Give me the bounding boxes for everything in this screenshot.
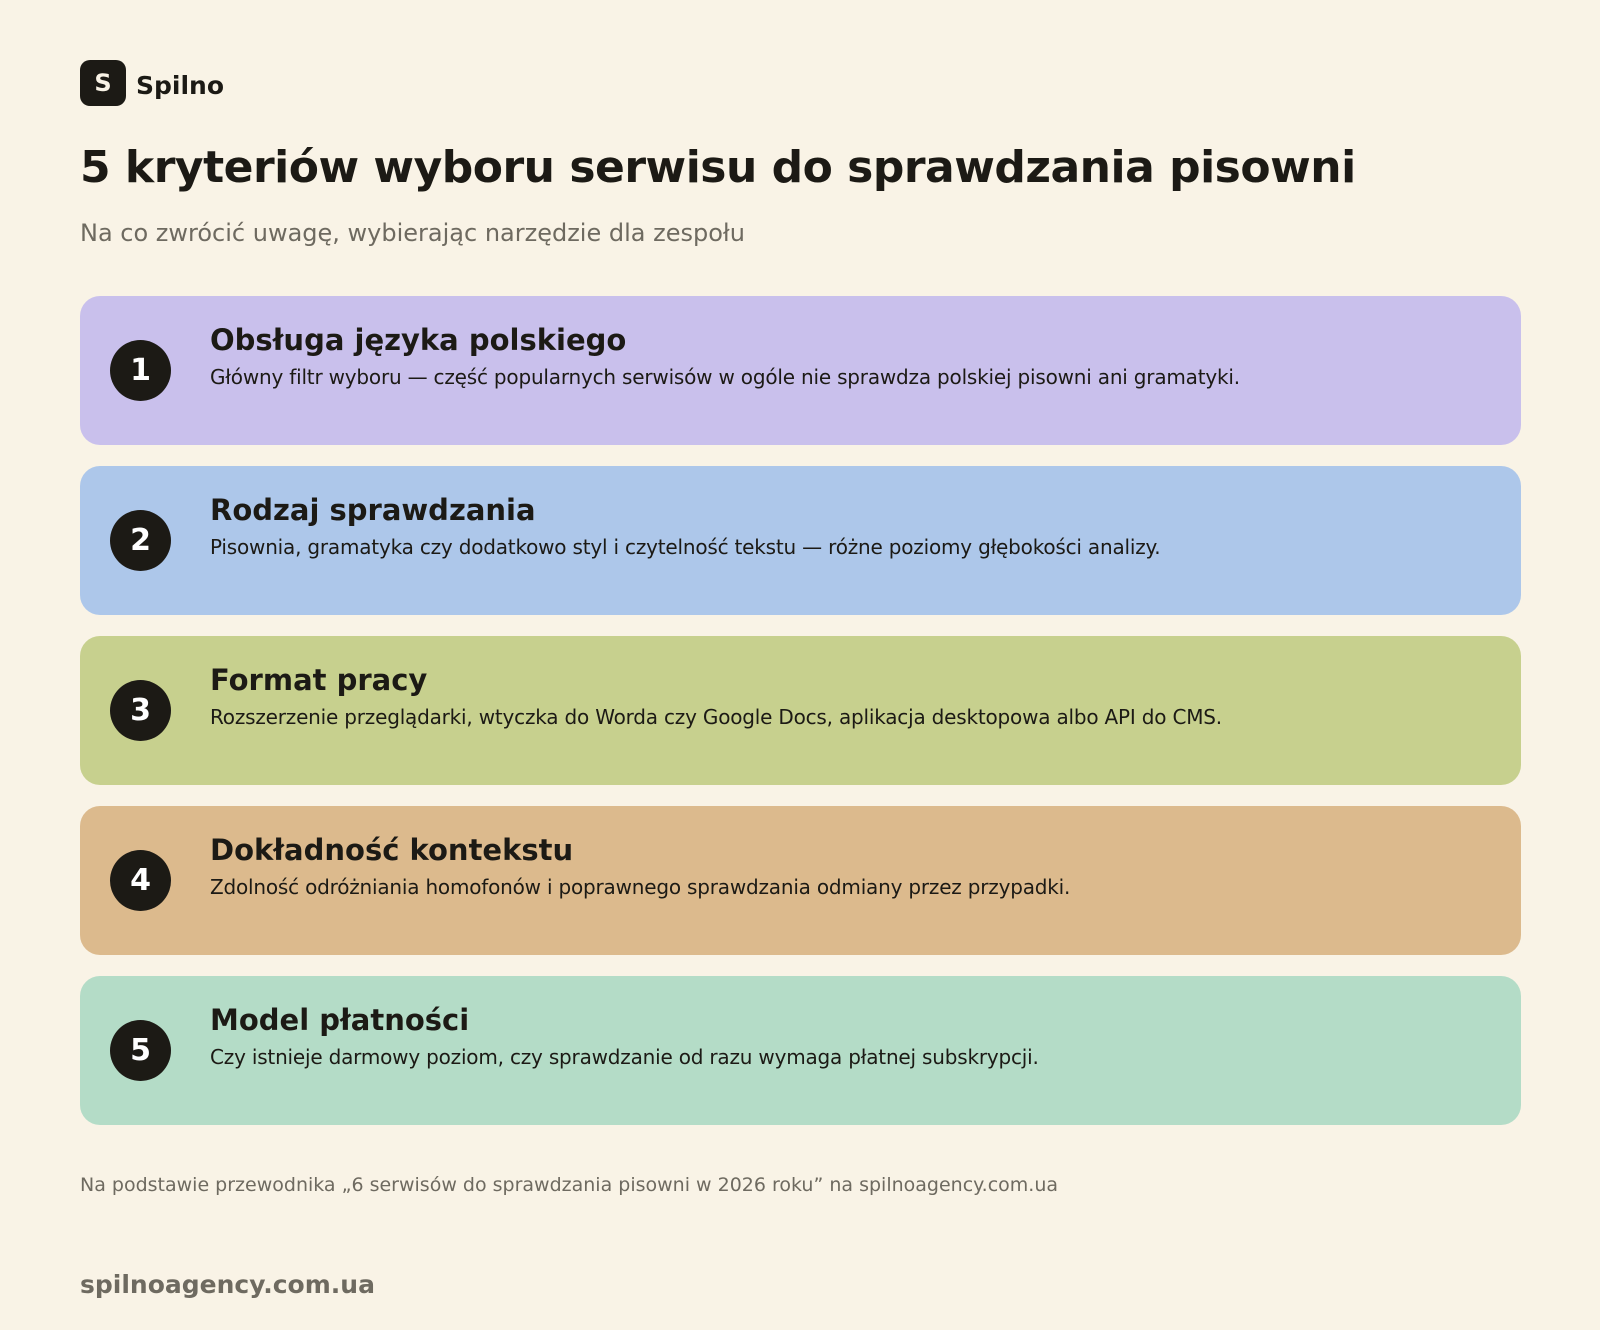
brand-name: Spilno [136, 70, 225, 100]
criterion-description: Zdolność odróżniania homofonów i poprawnego sprawdzania odmiany przez przypadki. [210, 875, 1071, 899]
criterion-number: 3 [110, 680, 171, 741]
criterion-number: 4 [110, 850, 171, 911]
logo-icon: S [80, 60, 126, 106]
criterion-title: Obsługa języka polskiego [210, 323, 627, 357]
criterion-title: Model płatności [210, 1003, 470, 1037]
criterion-number: 5 [110, 1020, 171, 1081]
criterion-title: Format pracy [210, 663, 428, 697]
criterion-card-1 [80, 296, 1521, 445]
criterion-description: Rozszerzenie przeglądarki, wtyczka do Worda czy Google Docs, aplikacja desktopowa albo API do CMS. [210, 705, 1222, 729]
criterion-card-5 [80, 976, 1521, 1125]
criterion-number: 1 [110, 340, 171, 401]
page-subtitle: Na co zwrócić uwagę, wybierając narzędzie dla zespołu [80, 219, 745, 247]
criterion-card-3 [80, 636, 1521, 785]
criterion-card-2 [80, 466, 1521, 615]
source-note: Na podstawie przewodnika „6 serwisów do sprawdzania pisowni w 2026 roku” na spilnoagency.com.ua [80, 1174, 1059, 1196]
criterion-card-4 [80, 806, 1521, 955]
footer-url[interactable]: spilnoagency.com.ua [80, 1270, 375, 1299]
criterion-title: Rodzaj sprawdzania [210, 493, 536, 527]
criterion-description: Pisownia, gramatyka czy dodatkowo styl i czytelność tekstu — różne poziomy głębokości analizy. [210, 535, 1161, 559]
criterion-description: Czy istnieje darmowy poziom, czy sprawdzanie od razu wymaga płatnej subskrypcji. [210, 1045, 1039, 1069]
criterion-title: Dokładność kontekstu [210, 833, 574, 867]
page-title: 5 kryteriów wyboru serwisu do sprawdzania pisowni [80, 142, 1356, 193]
brand [80, 60, 224, 106]
criterion-description: Główny filtr wyboru — część popularnych serwisów w ogóle nie sprawdza polskiej pisowni ani gramatyki. [210, 365, 1240, 389]
criterion-number: 2 [110, 510, 171, 571]
